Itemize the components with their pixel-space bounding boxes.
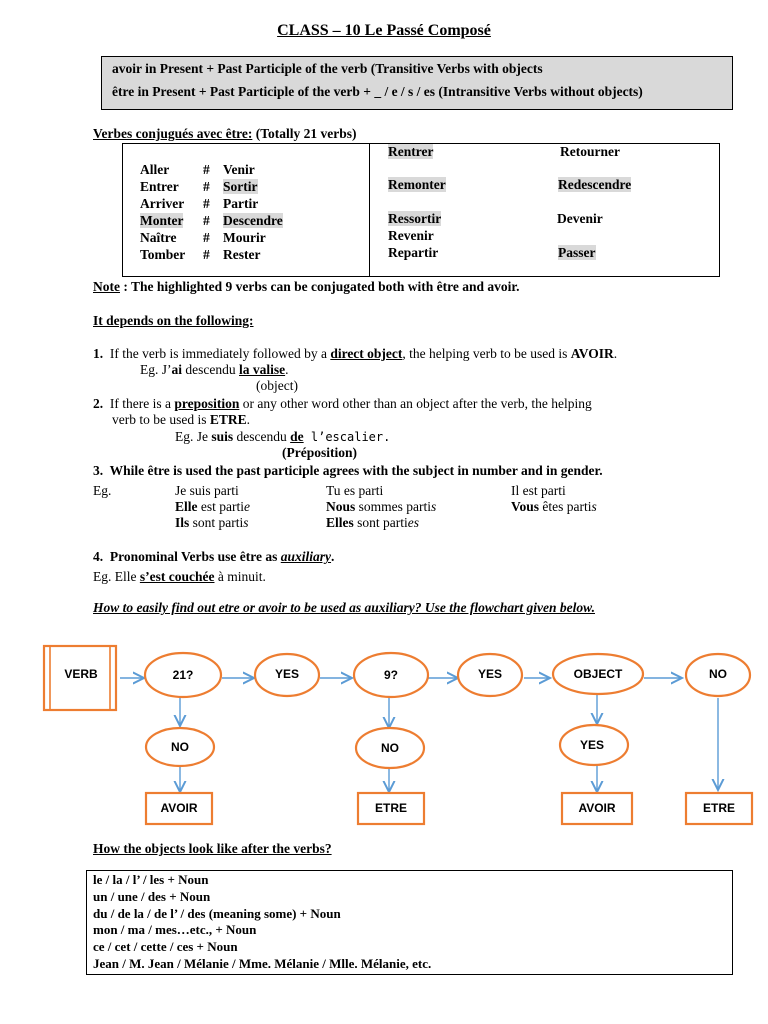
verb-item: Rentrer	[388, 144, 434, 159]
objects-box	[86, 870, 733, 975]
verb-col-hash: # # # # # #	[203, 162, 210, 262]
verb-col-left-b	[223, 161, 283, 263]
verb-item: Remonter	[388, 177, 446, 192]
verb-item: Entrer	[140, 179, 179, 194]
verb-table-divider	[369, 143, 370, 277]
conj-item: Je suis parti	[175, 483, 239, 498]
verb-col-left-a	[140, 161, 185, 263]
flow-label: 9?	[383, 668, 399, 682]
object-item: ce / cet / cette / ces + Noun	[93, 939, 238, 954]
flow-label: ETRE	[702, 801, 736, 815]
point-3: 3. While être is used the past participle agrees with the subject in number and in gender.	[93, 463, 603, 478]
conj-item: Ils sont partis	[175, 515, 249, 530]
object-item: le / la / l’ / les + Noun	[93, 872, 209, 887]
point-1-example: Eg. J’ai descendu la valise.	[140, 362, 289, 377]
verb-item: Naître	[140, 230, 177, 245]
verb-item: Revenir	[388, 228, 434, 243]
flow-label: NO	[171, 740, 189, 754]
flow-label: NO	[709, 667, 727, 681]
verb-item: Arriver	[140, 196, 185, 211]
verb-item: Passer	[558, 245, 596, 260]
verb-item: Descendre	[223, 213, 283, 228]
object-item: mon / ma / mes…etc., + Noun	[93, 922, 257, 937]
verb-item: Devenir	[557, 211, 603, 226]
flow-label: YES	[274, 667, 300, 681]
flow-label: AVOIR	[578, 801, 616, 815]
object-item: Jean / M. Jean / Mélanie / Mme. Mélanie / Mlle. Mélanie, etc.	[93, 956, 432, 971]
verb-item: Redescendre	[558, 177, 632, 192]
verb-item: Retourner	[560, 144, 620, 159]
object-item: du / de la / de l’ / des (meaning some) + Noun	[93, 906, 341, 921]
conj-item: Vous êtes partis	[511, 499, 597, 514]
verb-item: Aller	[140, 162, 170, 177]
conj-item: Elles sont parties	[326, 515, 420, 530]
point-4-example: Eg. Elle s’est couchée à minuit.	[93, 569, 266, 584]
verb-item: Mourir	[223, 230, 266, 245]
flow-label: OBJECT	[573, 667, 623, 681]
rule-box	[101, 56, 733, 110]
point-2-tag: (Préposition)	[282, 445, 357, 460]
rule-avoir: avoir in Present + Past Participle of the verb (Transitive Verbs with objects	[112, 61, 543, 76]
conj-item: Il est parti	[511, 483, 566, 498]
verb-item: Rester	[223, 247, 261, 262]
object-item: un / une / des + Noun	[93, 889, 211, 904]
verb-item: Ressortir	[388, 211, 442, 226]
flow-label: VERB	[64, 667, 98, 681]
flowchart-arrows	[120, 678, 718, 792]
flow-label: 21?	[172, 668, 194, 682]
etre-heading: Verbes conjugués avec être: (Totally 21 verbs)	[93, 126, 357, 141]
point-1-tag: (object)	[256, 378, 298, 393]
objects-heading: How the objects look like after the verbs?	[93, 841, 332, 856]
note: Note : The highlighted 9 verbs can be conjugated both with être and avoir.	[93, 279, 520, 294]
flow-label: ETRE	[374, 801, 408, 815]
flow-label: YES	[579, 738, 605, 752]
point-2: 2. If there is a preposition or any other word other than an object after the verb, the helping	[93, 396, 592, 411]
point-3-eg: Eg.	[93, 483, 112, 498]
flowchart-heading: How to easily find out etre or avoir to be used as auxiliary? Use the flowchart given below.	[93, 600, 595, 615]
conj-item: Elle est partie	[175, 499, 250, 514]
verb-item: Venir	[223, 162, 255, 177]
rule-etre: être in Present + Past Participle of the verb + _ / e / s / es (Intransitive Verbs without objects)	[112, 84, 643, 99]
verb-item: Tomber	[140, 247, 186, 262]
page-title: CLASS – 10 Le Passé Composé	[277, 22, 491, 39]
verb-item: Monter	[140, 213, 184, 228]
flow-label: YES	[477, 667, 503, 681]
conj-item: Tu es parti	[326, 483, 384, 498]
flow-label: AVOIR	[160, 801, 198, 815]
flow-label: NO	[381, 741, 399, 755]
verb-item: Repartir	[388, 245, 439, 260]
verb-item: Sortir	[223, 179, 258, 194]
point-1: 1. If the verb is immediately followed by a direct object, the helping verb to be used is AVOIR.	[93, 346, 618, 361]
point-2-line2: verb to be used is ETRE.	[112, 412, 250, 427]
conj-item: Nous sommes partis	[326, 499, 437, 514]
verb-item: Partir	[223, 196, 259, 211]
depends-heading: It depends on the following:	[93, 313, 254, 328]
point-4: 4. Pronominal Verbs use être as auxiliary.	[93, 549, 335, 564]
point-2-example: Eg. Je suis descendu de l’escalier.	[175, 429, 391, 444]
flowchart	[0, 630, 768, 830]
